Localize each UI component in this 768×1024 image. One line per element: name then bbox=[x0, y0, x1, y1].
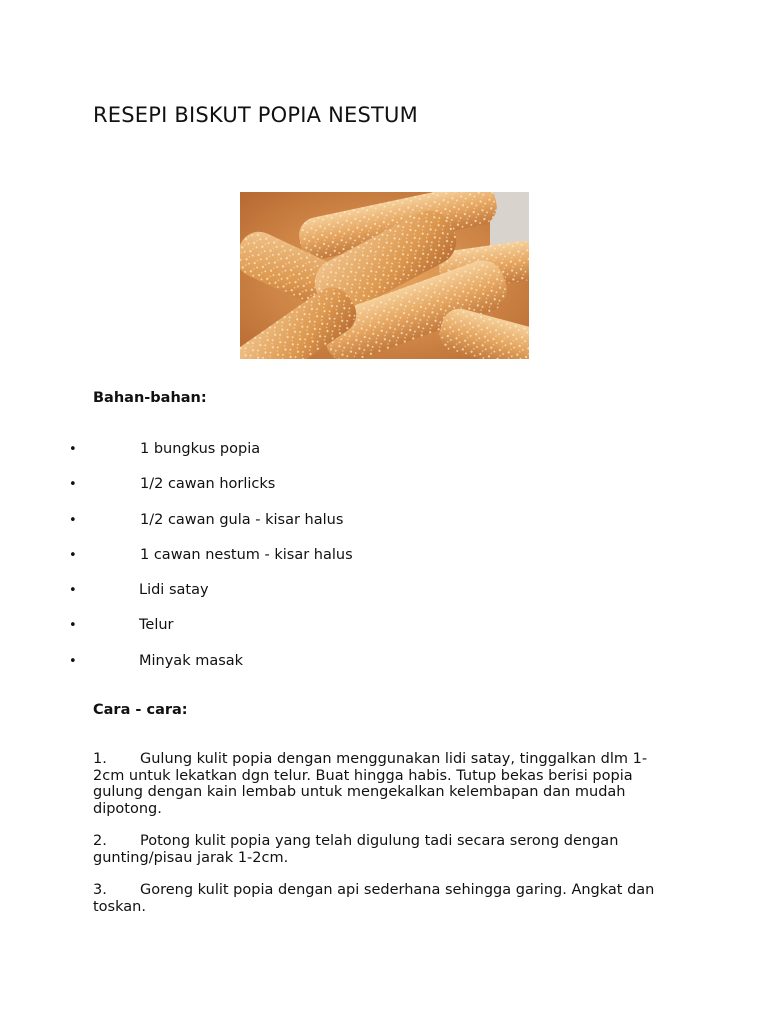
ingredient-text: 1/2 cawan horlicks bbox=[140, 476, 276, 493]
list-item bbox=[93, 882, 673, 915]
ingredient-list bbox=[0, 439, 768, 686]
ingredient-text: 1 bungkus popia bbox=[140, 441, 261, 457]
step-text: Potong kulit popia yang telah digulung tadi secara serong dengan gunting/pisau jarak 1-2cm. bbox=[93, 833, 619, 866]
list-item bbox=[0, 474, 768, 509]
bullet-icon: • bbox=[69, 618, 77, 634]
list-item bbox=[93, 751, 673, 817]
bullet-icon: • bbox=[69, 653, 77, 669]
steps-heading: Cara - cara: bbox=[93, 702, 188, 718]
bullet-icon: • bbox=[69, 547, 77, 563]
step-number: 1. bbox=[93, 751, 107, 767]
bullet-icon: • bbox=[69, 583, 77, 599]
list-item bbox=[93, 833, 673, 866]
ingredient-text: Telur bbox=[139, 617, 174, 634]
list-item bbox=[0, 615, 768, 650]
list-item bbox=[0, 510, 768, 545]
bullet-icon: • bbox=[69, 512, 77, 528]
ingredient-text: 1 cawan nestum - kisar halus bbox=[140, 546, 353, 563]
ingredient-text: 1/2 cawan gula - kisar halus bbox=[140, 511, 344, 528]
list-item bbox=[0, 545, 768, 580]
list-item bbox=[0, 580, 768, 615]
step-number: 2. bbox=[93, 833, 107, 849]
step-number: 3. bbox=[93, 882, 107, 898]
step-text: Gulung kulit popia dengan menggunakan lidi satay, tinggalkan dlm 1-2cm untuk lekatkan dgn telur. Buat hingga habis. Tutup bekas berisi popia gulung dengan kain lembab untuk mengekalkan kelembapan dan mudah dipotong. bbox=[93, 751, 648, 817]
ingredient-text: Minyak masak bbox=[139, 652, 244, 669]
step-list bbox=[93, 751, 673, 931]
biscuit-photo bbox=[240, 192, 529, 359]
document-title: RESEPI BISKUT POPIA NESTUM bbox=[93, 103, 418, 127]
bullet-icon: • bbox=[69, 442, 77, 457]
ingredients-heading: Bahan-bahan: bbox=[93, 390, 207, 406]
ingredient-text: Lidi satay bbox=[139, 582, 209, 599]
list-item bbox=[0, 651, 768, 686]
step-text: Goreng kulit popia dengan api sederhana sehingga garing. Angkat dan toskan. bbox=[93, 882, 655, 915]
list-item bbox=[0, 439, 768, 474]
bullet-icon: • bbox=[69, 477, 77, 493]
